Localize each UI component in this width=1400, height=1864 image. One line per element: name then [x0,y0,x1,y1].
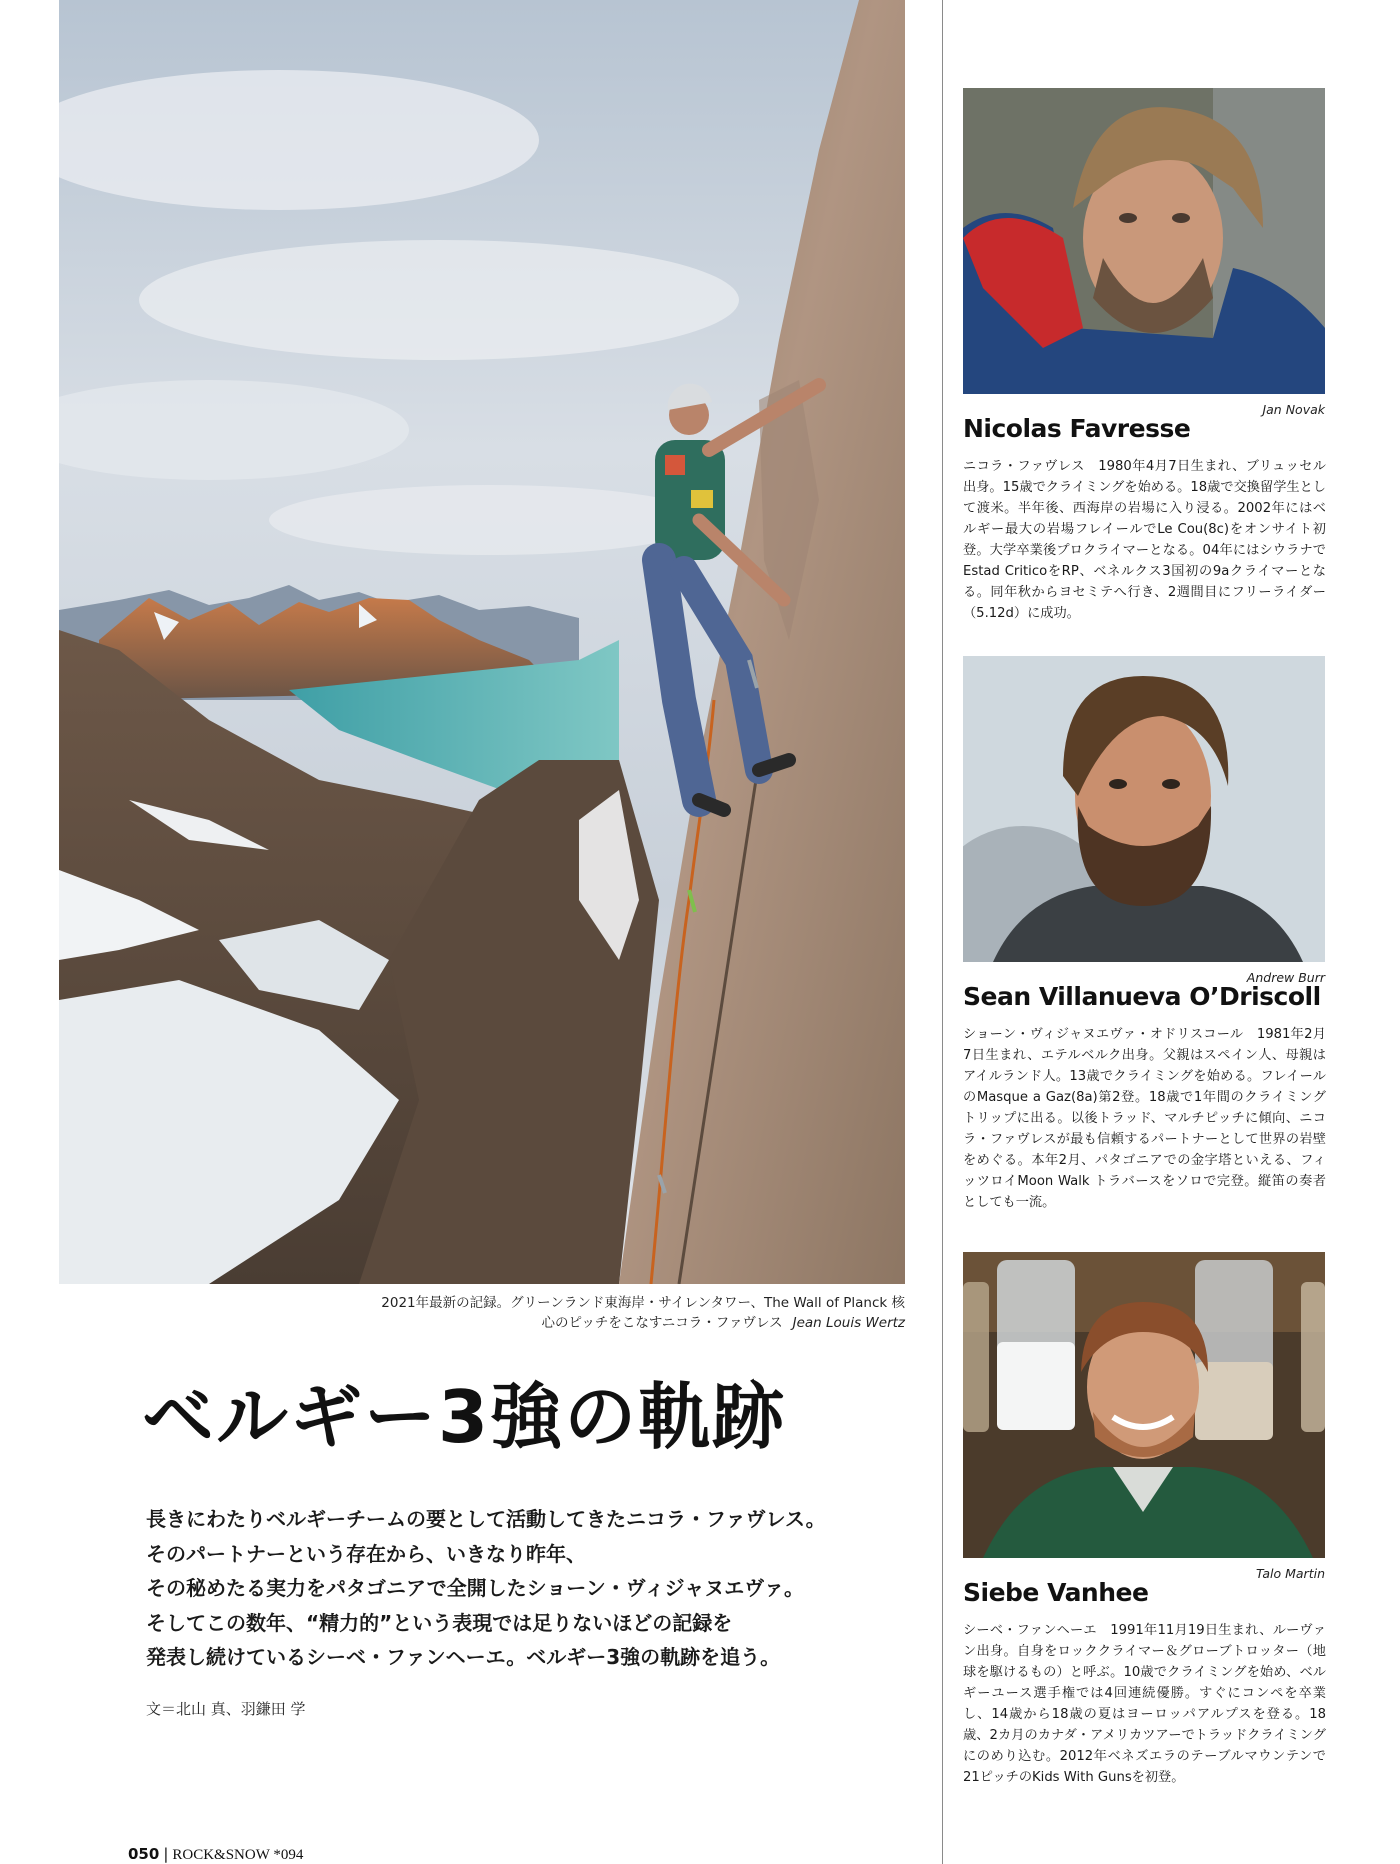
photo-credit-villanueva: Andrew Burr [1246,970,1325,985]
profile-bio-vanhee: シーベ・ファンヘーエ 1991年11月19日生まれ、ルーヴァン出身。自身をロッククライマー＆グローブトロッター（地球を駆けるもの）と呼ぶ。10歳でクライミングを始め、ベルギーユース選手権では4回連続優勝。すぐにコンペを卒業し、14歳から18歳の夏はヨーロッパアルプスを登る。18歳、2カ月のカナダ・アメリカツアーでトラッドクライミングにのめり込む。2012年ベネズエラのテーブルマウンテンで21ピッチのKids With Gunsを初登。 [963,1623,1326,1785]
folio-separator: | [163,1845,169,1863]
main-climbing-photo [59,0,905,1284]
photo-caption [380,1293,905,1333]
page-divider [942,0,943,1864]
portrait-siebe-vanhee [963,1252,1325,1558]
profile-bio-favresse: ニコラ・ファヴレス 1980年4月7日生まれ、ブリュッセル出身。15歳でクライミングを始める。18歳で交換留学生として渡米。半年後、西海岸の岩場に入り浸る。2002年にはベルギー最大の岩場フレイールでLe Cou(8c)をオンサイト初登。大学卒業後プロクライマーとなる。04年にはシウラナでEstad CriticoをRP、ベネルクス3国初の9aクライマーとなる。同年秋からヨセミテへ行き、2週間目にフリーライダー（5.12d）に成功。 [963,459,1326,621]
caption-photo-credit: Jean Louis Wertz [792,1315,905,1331]
page-folio [128,1845,303,1864]
profile-name-villanueva: Sean Villanueva O’Driscoll [963,982,1321,1011]
profile-name-favresse: Nicolas Favresse [963,414,1191,443]
profile-bio-villanueva: ショーン・ヴィジャヌエヴァ・オドリスコール 1981年2月7日生まれ、エテルベルク出身。父親はスペイン人、母親はアイルランド人。13歳でクライミングを始める。フレイールのMasque a Gaz(8a)第2登。18歳で1年間のクライミングトリップに出る。以後トラッド、マルチピッチに傾向、ニコラ・ファヴレスが最も信頼するパートナーとして世界の岩壁をめぐる。本年2月、パタゴニアでの金字塔といえる、フィッツロイMoon Walk トラバースをソロで完登。縦笛の奏者としても一流。 [963,1027,1326,1210]
caption-text: 2021年最新の記録。グリーンランド東海岸・サイレンタワー、The Wall of Planck 核心のピッチをこなすニコラ・ファヴレス [381,1295,905,1331]
lead-paragraph [146,1502,906,1675]
article-headline: ベルギー3強の軌跡 [142,1375,787,1459]
portrait-nicolas-favresse [963,88,1325,394]
lead-line: そしてこの数年、“精力的”という表現では足りないほどの記録を [146,1610,733,1635]
photo-credit-favresse: Jan Novak [1262,402,1325,417]
portrait-sean-villanueva [963,656,1325,962]
byline: 文＝北山 真、羽鎌田 学 [146,1700,306,1718]
page-number: 050 [128,1845,160,1863]
magazine-name: ROCK&SNOW *094 [172,1847,304,1863]
profile-name-vanhee: Siebe Vanhee [963,1578,1149,1607]
lead-line: 長きにわたりベルギーチームの要として活動してきたニコラ・ファヴレス。 [146,1507,826,1531]
lead-line: 発表し続けているシーベ・ファンヘーエ。ベルギー3強の軌跡を追う。 [146,1645,781,1669]
photo-credit-vanhee: Talo Martin [1256,1566,1325,1581]
lead-line: そのパートナーという存在から、いきなり昨年、 [146,1541,586,1566]
lead-line: その秘めたる実力をパタゴニアで全開したショーン・ヴィジャヌエヴァ。 [146,1576,804,1600]
